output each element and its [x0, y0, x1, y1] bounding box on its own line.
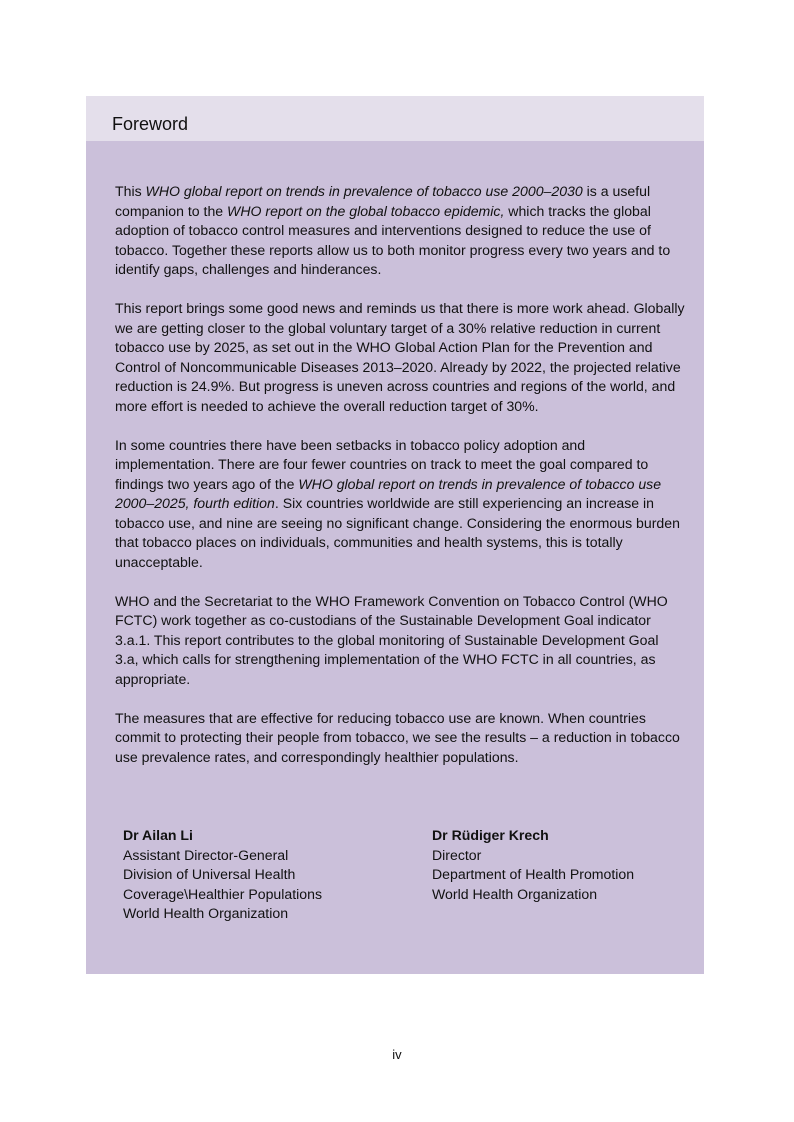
- italic-title-ref: WHO global report on trends in prevalence of tobacco use 2000–2025, fourth edition: [115, 475, 662, 511]
- page-title: Foreword: [112, 114, 189, 134]
- paragraph: [115, 592, 685, 690]
- text-segment: WHO and the Secretariat to the WHO Framework Convention on Tobacco Control (WHO FCTC) work together as co-custodians of the Sustainable Development Goal indicator 3.a.1. This report contributes to the global monitoring of Sustainable Development Goal 3.a, which calls for strengthening implementation of the WHO FCTC in all countries, as appropriate.: [115, 592, 668, 687]
- signature-block-left: [123, 826, 403, 924]
- signatory-division-cont: Coverage\Healthier Populations: [123, 885, 322, 902]
- signatory-organization: World Health Organization: [123, 905, 289, 921]
- text-segment: The measures that are effective for reducing tobacco use are known. When countries commit to protecting their people from tobacco, we see the results – a reduction in tobacco use prevalence rates, and correspondingly healthier populations.: [115, 709, 680, 765]
- signatory-department: Department of Health Promotion: [432, 866, 635, 882]
- paragraph: [115, 436, 685, 573]
- text-segment: is a useful companion to the: [115, 183, 651, 219]
- page-number: iv: [392, 1047, 402, 1062]
- signature-block-right: [432, 826, 692, 904]
- signatory-organization: World Health Organization: [432, 885, 598, 902]
- signatory-title: Assistant Director-General: [123, 846, 289, 863]
- panel-header: [86, 96, 704, 141]
- signatory-name: Dr Ailan Li: [123, 827, 193, 843]
- signatory-title: Director: [432, 846, 482, 863]
- signatory-name: Dr Rüdiger Krech: [432, 827, 549, 843]
- foreword-panel: [86, 96, 704, 974]
- text-segment: In some countries there have been setbacks in tobacco policy adoption and implementation. There are four fewer countries on track to meet the goal compared to findings two years ago of the: [115, 436, 649, 492]
- foreword-body: [115, 182, 685, 787]
- text-segment: This report brings some good news and reminds us that there is more work ahead. Globally we are getting closer to the global voluntary target of a 30% relative reduction in current tobacco use by 2025, as set out in the WHO Global Action Plan for the Prevention and Control of Noncommunicable Diseases 2013–2020. Already by 2022, the projected relative reduction is 24.9%. But progress is uneven across countries and regions of the world, and more effort is needed to achieve the overall reduction target of 30%.: [115, 300, 685, 414]
- paragraph: [115, 299, 685, 416]
- text-segment: . Six countries worldwide are still experiencing an increase in tobacco use, and nine are seeing no significant change. Considering the enormous burden that tobacco places on individuals, communities and health systems, this is totally unacceptable.: [115, 495, 680, 570]
- signatory-division: Division of Universal Health: [123, 866, 296, 882]
- italic-title-ref: WHO global report on trends in prevalence of tobacco use 2000–2030: [145, 183, 583, 199]
- text-segment: This: [115, 183, 146, 199]
- text-segment: which tracks the global adoption of tobacco control measures and interventions designed to reduce the use of tobacco. Together these reports allow us to both monitor progress every two years and to identify gaps, challenges and hinderances.: [115, 202, 671, 277]
- italic-title-ref: WHO report on the global tobacco epidemic,: [227, 202, 505, 219]
- paragraph: [115, 709, 685, 768]
- paragraph: [115, 182, 685, 280]
